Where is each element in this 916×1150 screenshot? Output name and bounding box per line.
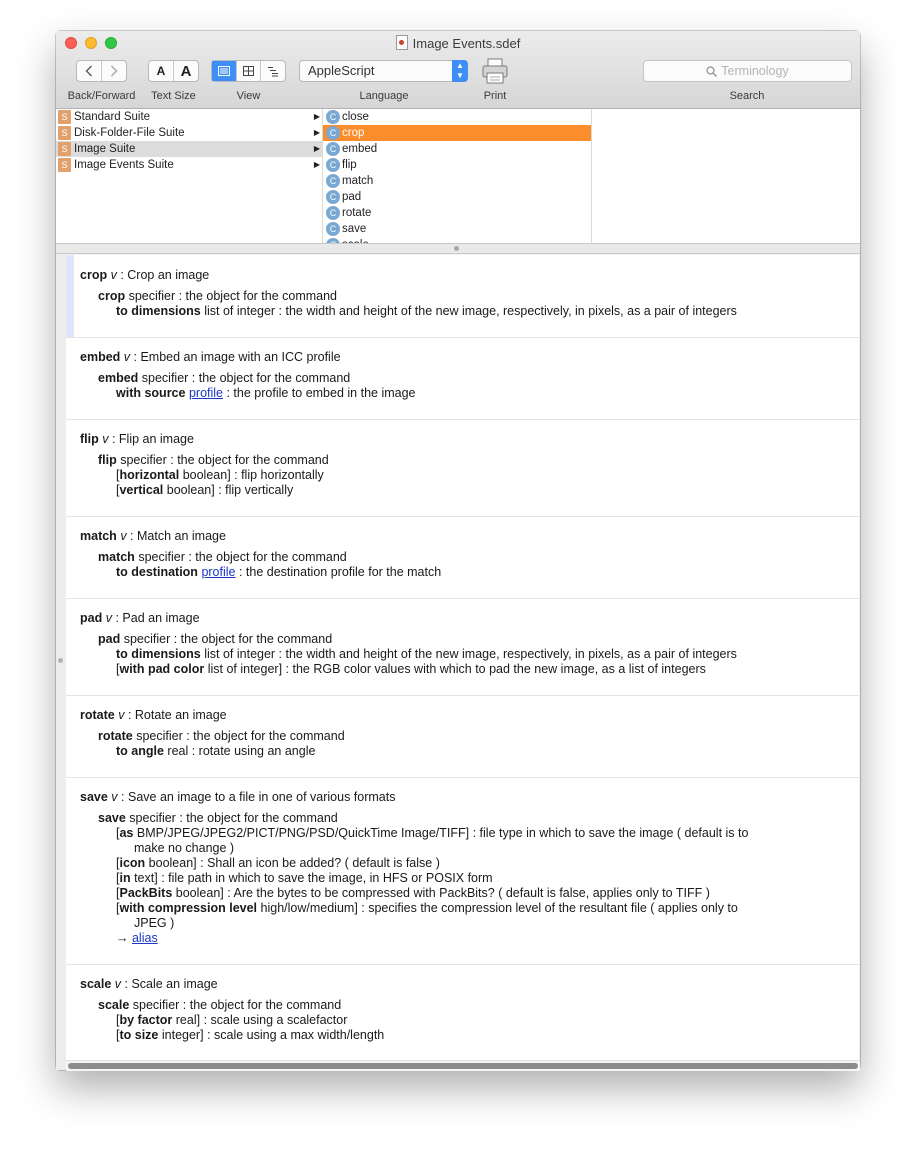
parameter-description: list of integer : the width and height of the new image, respectively, in pixels, as a pair of integers: [204, 647, 737, 661]
parameter-continuation: make no change ): [134, 841, 235, 855]
command-name: scale: [80, 977, 112, 991]
search-field[interactable]: [643, 60, 852, 82]
parameter-description: : specifies the compression level of the resultant file ( applies only to: [361, 901, 738, 915]
parameter-description: specifier : the object for the command: [123, 632, 333, 646]
printer-icon: [481, 57, 509, 85]
window-title: [56, 35, 860, 51]
print-button[interactable]: [481, 57, 509, 85]
command-label: pad: [342, 191, 362, 203]
command-name: match: [80, 529, 117, 543]
parameter-name: as: [119, 826, 134, 840]
entry-heading: [80, 350, 341, 365]
command-description: : Save an image to a file in one of various formats: [121, 790, 396, 804]
direct-parameter: [98, 371, 350, 386]
parameter-description: : the destination profile for the match: [238, 565, 442, 579]
commands-column: [323, 109, 592, 243]
parameter-description: : flip vertically: [218, 483, 294, 497]
command-label: crop: [342, 127, 365, 139]
language-select[interactable]: [299, 60, 468, 82]
command-name: pad: [80, 611, 103, 625]
command-icon: C: [326, 110, 340, 124]
parameter-type: boolean: [166, 483, 212, 497]
parameter-name: embed: [98, 371, 139, 385]
parameter: [116, 565, 441, 580]
parameter-description: : Are the bytes to be compressed with PackBits? ( default is false, applies only to TIFF ): [227, 886, 710, 900]
pane-splitter[interactable]: [56, 243, 860, 254]
search-icon: [706, 66, 717, 77]
command-name: save: [80, 790, 108, 804]
parameter-description: : flip horizontally: [234, 468, 324, 482]
parameter-type: boolean: [148, 856, 194, 870]
suite-label: Disk-Folder-File Suite: [74, 127, 185, 139]
command-item[interactable]: [323, 157, 591, 173]
disclosure-triangle-icon: ▶: [313, 160, 320, 169]
kind-marker: v: [110, 268, 117, 282]
command-name: rotate: [80, 708, 115, 722]
parameter-type: real: [175, 1013, 197, 1027]
entry-heading: [80, 708, 227, 723]
entry-pad: [66, 599, 859, 696]
suite-item[interactable]: [56, 157, 322, 173]
optional-parameter: [with pad color list of integer] : the RGB color values with which to pad the new image, as a list of integers: [116, 662, 706, 676]
view-grid-button[interactable]: [237, 61, 262, 81]
command-item[interactable]: [323, 221, 591, 237]
command-description: : Scale an image: [124, 977, 218, 991]
left-splitter[interactable]: [56, 254, 66, 1070]
entry-heading: [80, 790, 395, 805]
entry-embed: [66, 338, 859, 420]
text-size-larger-button[interactable]: A: [180, 62, 192, 80]
chevron-right-icon: [110, 65, 118, 77]
command-description: : Match an image: [130, 529, 226, 543]
alias-link[interactable]: alias: [131, 931, 158, 945]
command-description: : Flip an image: [111, 432, 194, 446]
optional-parameter: [by factor real] : scale using a scalefactor: [116, 1013, 348, 1027]
disclosure-triangle-icon: ▶: [313, 128, 320, 137]
parameter-name: with pad color: [119, 662, 205, 676]
parameter-description: specifier : the object for the command: [132, 998, 342, 1012]
print-label: Print: [483, 90, 507, 102]
kind-marker: v: [105, 611, 112, 625]
direct-parameter: [98, 550, 347, 565]
entry-match: [66, 517, 859, 599]
optional-parameter: [horizontal boolean] : flip horizontally: [116, 468, 324, 482]
entry-save: [66, 778, 859, 965]
optional-parameter: [PackBits boolean] : Are the bytes to be compressed with PackBits? ( default is false, applies only to TIFF ): [116, 886, 710, 900]
suites-column: [56, 109, 323, 243]
suite-item[interactable]: [56, 125, 322, 141]
command-icon: C: [326, 190, 340, 204]
suite-label: Standard Suite: [74, 111, 151, 123]
outline-view-icon: [267, 66, 279, 77]
parameter-description: specifier : the object for the command: [120, 453, 329, 467]
command-label: close: [342, 111, 369, 123]
parameter-name: flip: [98, 453, 117, 467]
parameter-description: : scale using a max width/length: [207, 1028, 385, 1042]
view-label: View: [236, 90, 261, 102]
grid-view-icon: [243, 66, 254, 76]
parameter-name: to angle: [116, 744, 164, 758]
parameter-name: by factor: [119, 1013, 173, 1027]
suite-icon: S: [58, 142, 71, 156]
entry-flip: [66, 420, 859, 517]
view-browser-button[interactable]: [212, 61, 237, 81]
parameter-name: horizontal: [119, 468, 180, 482]
splitter-handle-icon: [58, 658, 63, 663]
language-label: Language: [359, 90, 409, 102]
parameter-description: specifier : the object for the command: [138, 550, 347, 564]
command-name: embed: [80, 350, 121, 364]
text-size-control: [148, 60, 199, 82]
command-item[interactable]: [323, 189, 591, 205]
search-placeholder: Terminology: [721, 64, 789, 78]
command-name: flip: [80, 432, 99, 446]
view-outline-button[interactable]: [261, 61, 285, 81]
result-arrow-icon: →: [116, 931, 129, 945]
command-label: rotate: [342, 207, 372, 219]
direct-parameter: [98, 289, 337, 304]
back-forward-control: [76, 60, 127, 82]
optional-parameter: [vertical boolean] : flip vertically: [116, 483, 294, 497]
parameter-name: to dimensions: [116, 647, 201, 661]
command-icon: C: [326, 158, 340, 172]
parameter: [116, 647, 737, 662]
command-item[interactable]: [323, 173, 591, 189]
suite-label: Image Suite: [74, 143, 136, 155]
parameter-description: list of integer : the width and height of the new image, respectively, in pixels, as a pair of integers: [204, 304, 737, 318]
direct-parameter: [98, 998, 341, 1013]
suite-item[interactable]: [56, 109, 322, 125]
text-size-smaller-button[interactable]: A: [149, 61, 174, 81]
view-control: [211, 60, 286, 82]
command-icon: C: [326, 142, 340, 156]
entry-scale: [66, 965, 859, 1060]
parameter-name: with compression level: [119, 901, 258, 915]
text-size-label: Text Size: [151, 90, 196, 102]
kind-marker: v: [118, 708, 125, 722]
chevron-left-icon: [85, 65, 93, 77]
command-item[interactable]: [323, 109, 591, 125]
kind-marker: v: [114, 977, 122, 991]
forward-button[interactable]: [102, 61, 126, 81]
command-label: embed: [342, 143, 378, 155]
parameter: [116, 304, 737, 319]
profile-link[interactable]: profile: [188, 386, 223, 400]
profile-link[interactable]: profile: [201, 565, 236, 579]
parameter-type: boolean: [175, 886, 221, 900]
parameter-name: to size: [119, 1028, 159, 1042]
back-button[interactable]: [77, 61, 102, 81]
parameter-name: vertical: [119, 483, 164, 497]
entry-heading: [80, 611, 200, 626]
parameter-description: : file path in which to save the image, in HFS or POSIX form: [161, 871, 493, 885]
direct-parameter: [98, 729, 345, 744]
splitter-handle-icon: [454, 246, 459, 251]
command-description: : Crop an image: [120, 268, 210, 282]
command-description: : Embed an image with an ICC profile: [133, 350, 341, 364]
entry-heading: [80, 977, 218, 992]
optional-parameter: [with compression level high/low/medium] : specifies the compression level of the resultant file ( applies only to: [116, 901, 738, 915]
entry-heading: [80, 432, 194, 447]
suite-item-selected[interactable]: [56, 141, 322, 157]
disclosure-triangle-icon: ▶: [313, 112, 320, 121]
horizontal-scrollbar[interactable]: [66, 1060, 860, 1071]
parameter-description: : Shall an icon be added? ( default is false ): [200, 856, 440, 870]
direct-parameter: [98, 811, 338, 826]
entry-heading: [80, 268, 209, 283]
command-icon: C: [326, 206, 340, 220]
kind-marker: v: [111, 790, 118, 804]
parameter-type: boolean: [182, 468, 228, 482]
command-item-selected[interactable]: [323, 125, 591, 141]
command-item[interactable]: [323, 205, 591, 221]
command-icon: C: [326, 126, 340, 140]
optional-parameter: [in text] : file path in which to save the image, in HFS or POSIX form: [116, 871, 493, 885]
parameter-type: integer: [161, 1028, 201, 1042]
command-item[interactable]: [323, 141, 591, 157]
parameter-description: : scale using a scalefactor: [203, 1013, 348, 1027]
detail-area: [56, 254, 860, 1070]
parameter-name: in: [119, 871, 131, 885]
entry-rotate: [66, 696, 859, 778]
definition-view: [66, 255, 859, 1060]
dictionary-window: [56, 31, 860, 1070]
command-label: match: [342, 175, 374, 187]
parameter-description: specifier : the object for the command: [128, 289, 338, 303]
parameter: [116, 744, 315, 759]
parameter-description: specifier : the object for the command: [129, 811, 338, 825]
direct-parameter: [98, 632, 332, 647]
parameter-description: : file type in which to save the image ( default is to: [472, 826, 749, 840]
kind-marker: v: [120, 529, 127, 543]
parameter-name: save: [98, 811, 126, 825]
optional-parameter: [to size integer] : scale using a max width/length: [116, 1028, 385, 1042]
parameter-type: BMP/JPEG/JPEG2/PICT/PNG/PSD/QuickTime Image/TIFF: [136, 826, 466, 840]
disclosure-triangle-icon: ▶: [313, 144, 320, 153]
parameter-description: : the profile to embed in the image: [226, 386, 416, 400]
parameter-name: to destination: [116, 565, 198, 579]
parameter-type: list of integer: [207, 662, 279, 676]
command-icon: C: [326, 174, 340, 188]
entry-crop: [66, 255, 859, 338]
direct-parameter: [98, 453, 329, 468]
suite-icon: S: [58, 110, 71, 124]
back-forward-label: Back/Forward: [67, 90, 136, 102]
parameter-name: match: [98, 550, 135, 564]
browser-view-icon: [218, 66, 230, 76]
kind-marker: v: [123, 350, 131, 364]
parameter-description: specifier : the object for the command: [141, 371, 351, 385]
suite-label: Image Events Suite: [74, 159, 174, 171]
parameter-type: high/low/medium: [260, 901, 355, 915]
select-arrows-icon: ▲ ▼: [452, 60, 468, 82]
parameter-name: PackBits: [119, 886, 173, 900]
toolbar: [56, 31, 860, 109]
command-icon: C: [326, 222, 340, 236]
parameter-name: rotate: [98, 729, 133, 743]
suite-icon: S: [58, 126, 71, 140]
parameter-name: pad: [98, 632, 121, 646]
parameter-name: with source: [116, 386, 186, 400]
command-description: : Rotate an image: [127, 708, 227, 722]
third-column: [592, 109, 860, 243]
kind-marker: v: [102, 432, 109, 446]
parameter-description: real : rotate using an angle: [167, 744, 316, 758]
browser-panes: [56, 109, 860, 243]
command-description: : Pad an image: [115, 611, 200, 625]
scrollbar-thumb[interactable]: [68, 1063, 858, 1069]
result: [116, 931, 158, 946]
parameter-name: to dimensions: [116, 304, 201, 318]
document-icon: [396, 35, 408, 50]
parameter-name: crop: [98, 289, 126, 303]
search-label: Search: [729, 90, 765, 102]
parameter-description: specifier : the object for the command: [136, 729, 345, 743]
parameter-name: scale: [98, 998, 130, 1012]
suite-icon: S: [58, 158, 71, 172]
command-label: flip: [342, 159, 357, 171]
parameter-continuation: JPEG ): [134, 916, 175, 930]
language-value: AppleScript: [308, 63, 375, 78]
parameter-description: : the RGB color values with which to pad the new image, as a list of integers: [285, 662, 706, 676]
command-name: crop: [80, 268, 108, 282]
window-title-text: Image Events.sdef: [412, 36, 521, 51]
parameter: [116, 386, 416, 401]
optional-parameter: [as BMP/JPEG/JPEG2/PICT/PNG/PSD/QuickTime Image/TIFF] : file type in which to save the image ( default is to: [116, 826, 749, 840]
optional-parameter: [icon boolean] : Shall an icon be added? ( default is false ): [116, 856, 440, 870]
parameter-type: text: [134, 871, 155, 885]
entry-heading: [80, 529, 226, 544]
parameter-name: icon: [119, 856, 146, 870]
command-label: save: [342, 223, 367, 235]
